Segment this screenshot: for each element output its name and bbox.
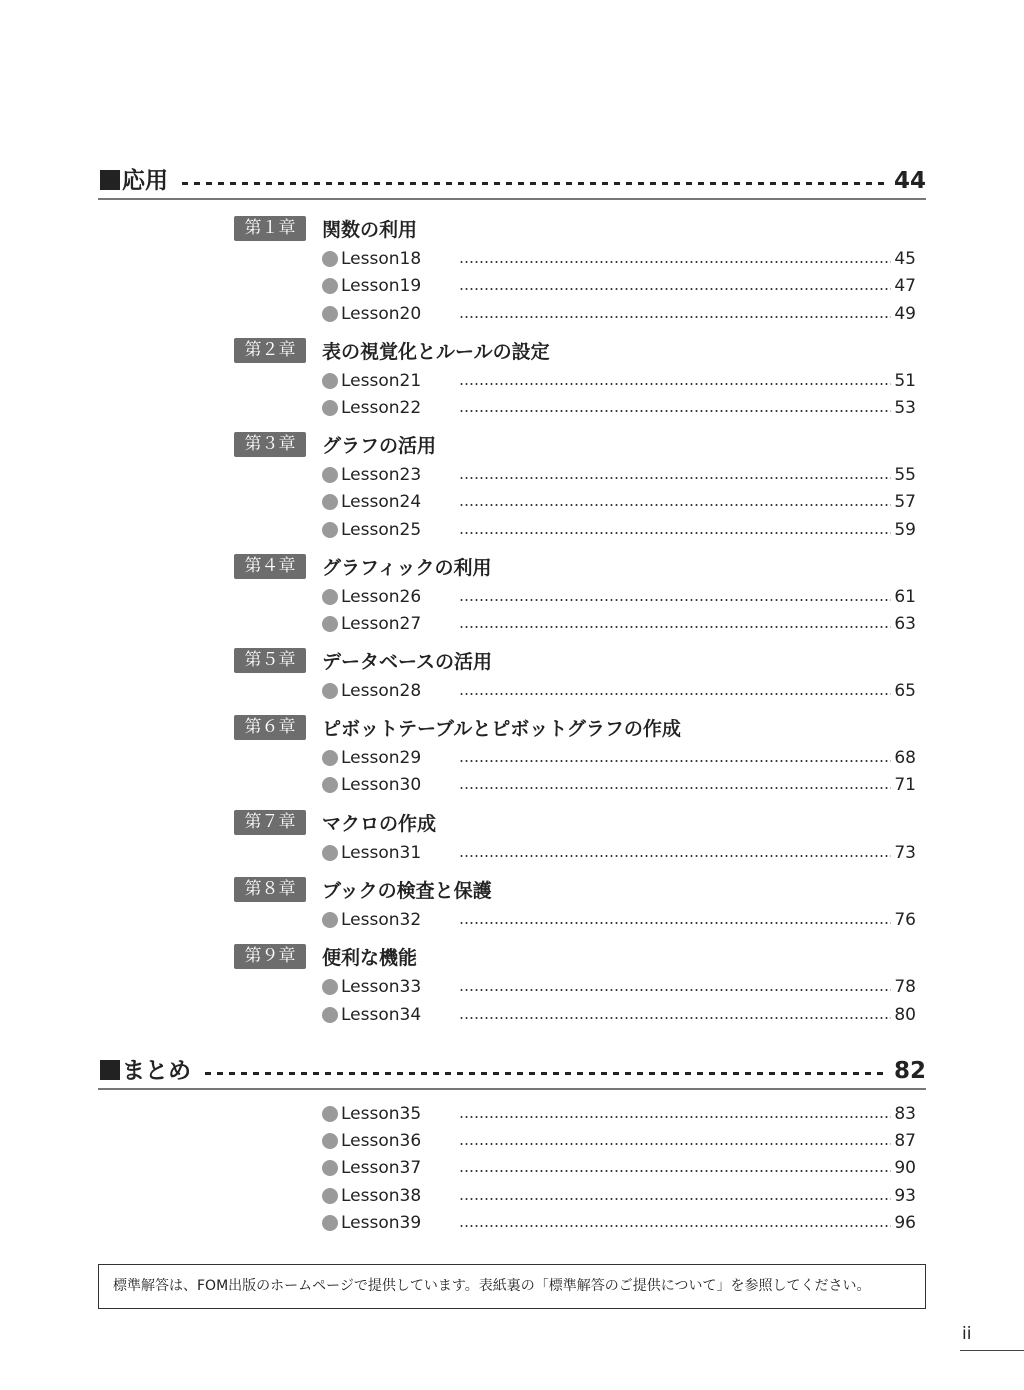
page-number: ii <box>962 1324 972 1344</box>
circle-bullet-icon <box>322 1188 338 1204</box>
lesson-name: Lesson35 <box>341 1104 422 1124</box>
chapter-6[interactable] <box>234 714 681 740</box>
circle-bullet-icon <box>322 777 338 793</box>
section-title: 応用 <box>122 168 168 194</box>
lesson-page: 71 <box>894 775 916 795</box>
chapter-title: 便利な機能 <box>322 946 418 969</box>
section-header-summary <box>98 1056 926 1090</box>
toc-entry[interactable] <box>322 1184 916 1208</box>
toc-entry[interactable] <box>322 247 916 271</box>
lesson-name: Lesson21 <box>341 371 422 391</box>
lesson-page: 73 <box>894 843 916 863</box>
chapter-badge: 第７章 <box>234 810 306 835</box>
dot-leader <box>459 316 891 318</box>
chapter-7[interactable] <box>234 809 436 835</box>
lesson-name: Lesson18 <box>341 249 422 269</box>
chapter-title: マクロの作成 <box>322 812 437 835</box>
dot-leader <box>459 787 891 789</box>
circle-bullet-icon <box>322 1106 338 1122</box>
chapter-8[interactable] <box>234 876 492 902</box>
circle-bullet-icon <box>322 494 338 510</box>
circle-bullet-icon <box>322 1215 338 1231</box>
dot-leader <box>459 989 891 991</box>
lesson-page: 53 <box>894 398 916 418</box>
lesson-page: 87 <box>894 1131 916 1151</box>
dashed-leader <box>182 182 888 185</box>
lesson-page: 83 <box>894 1104 916 1124</box>
circle-bullet-icon <box>322 683 338 699</box>
chapter-title: グラフィックの利用 <box>322 556 492 579</box>
toc-entry[interactable] <box>322 773 916 797</box>
toc-entry[interactable] <box>322 975 916 999</box>
dot-leader <box>459 760 891 762</box>
dot-leader <box>459 922 891 924</box>
toc-entry[interactable] <box>322 274 916 298</box>
lesson-name: Lesson32 <box>341 910 422 930</box>
circle-bullet-icon <box>322 400 338 416</box>
dot-leader <box>459 599 891 601</box>
chapter-title: データベースの活用 <box>322 650 493 673</box>
dot-leader <box>459 1017 891 1019</box>
toc-entry[interactable] <box>322 908 916 932</box>
toc-entry[interactable] <box>322 369 916 393</box>
section-header-application <box>98 166 926 200</box>
circle-bullet-icon <box>322 616 338 632</box>
dot-leader <box>459 693 891 695</box>
lesson-name: Lesson26 <box>341 587 422 607</box>
dot-leader <box>459 504 891 506</box>
lesson-page: 68 <box>894 748 916 768</box>
chapter-1[interactable] <box>234 215 417 241</box>
dot-leader <box>459 261 891 263</box>
chapter-title: 表の視覚化とルールの設定 <box>322 340 550 363</box>
chapter-title: 関数の利用 <box>322 218 418 241</box>
dot-leader <box>459 1198 891 1200</box>
section-page: 82 <box>893 1058 926 1084</box>
chapter-5[interactable] <box>234 647 492 673</box>
toc-entry[interactable] <box>322 518 916 542</box>
dot-leader <box>459 532 891 534</box>
square-bullet-icon <box>100 170 120 190</box>
lesson-page: 57 <box>894 492 916 512</box>
page-folio <box>960 1324 1024 1351</box>
chapter-title: ピボットテーブルとピボットグラフの作成 <box>322 717 681 740</box>
toc-entry[interactable] <box>322 612 916 636</box>
dashed-leader <box>205 1072 888 1075</box>
toc-entry[interactable] <box>322 746 916 770</box>
toc-entry[interactable] <box>322 841 916 865</box>
toc-entry[interactable] <box>322 1003 916 1027</box>
lesson-name: Lesson19 <box>341 276 422 296</box>
lesson-page: 51 <box>894 371 916 391</box>
section-title: まとめ <box>122 1058 191 1084</box>
circle-bullet-icon <box>322 979 338 995</box>
toc-entry[interactable] <box>322 1102 916 1126</box>
lesson-page: 65 <box>894 681 916 701</box>
chapter-4[interactable] <box>234 553 491 579</box>
toc-entry[interactable] <box>322 490 916 514</box>
chapter-3[interactable] <box>234 431 436 457</box>
lesson-name: Lesson37 <box>341 1158 422 1178</box>
lesson-page: 78 <box>894 977 916 997</box>
dot-leader <box>459 288 891 290</box>
chapter-2[interactable] <box>234 337 550 363</box>
lesson-name: Lesson28 <box>341 681 422 701</box>
circle-bullet-icon <box>322 278 338 294</box>
toc-entry[interactable] <box>322 463 916 487</box>
lesson-page: 47 <box>894 276 916 296</box>
circle-bullet-icon <box>322 306 338 322</box>
circle-bullet-icon <box>322 251 338 267</box>
chapter-badge: 第８章 <box>234 877 306 902</box>
circle-bullet-icon <box>322 912 338 928</box>
dot-leader <box>459 383 891 385</box>
dot-leader <box>459 477 891 479</box>
toc-entry[interactable] <box>322 679 916 703</box>
toc-entry[interactable] <box>322 396 916 420</box>
chapter-badge: 第４章 <box>234 554 306 579</box>
toc-entry[interactable] <box>322 1156 916 1180</box>
chapter-badge: 第１章 <box>234 216 306 241</box>
toc-entry[interactable] <box>322 1211 916 1235</box>
lesson-name: Lesson33 <box>341 977 422 997</box>
lesson-name: Lesson38 <box>341 1186 422 1206</box>
circle-bullet-icon <box>322 1007 338 1023</box>
lesson-page: 90 <box>894 1158 916 1178</box>
answer-note-box: 標準解答は、FOM出版のホームページで提供しています。表紙裏の「標準解答のご提供について」を参照してください。 <box>98 1264 926 1309</box>
lesson-name: Lesson34 <box>341 1005 422 1025</box>
dot-leader <box>459 855 891 857</box>
chapter-badge: 第９章 <box>234 944 306 969</box>
dot-leader <box>459 1170 891 1172</box>
lesson-name: Lesson20 <box>341 304 422 324</box>
square-bullet-icon <box>100 1060 120 1080</box>
lesson-name: Lesson39 <box>341 1213 422 1233</box>
toc-entry[interactable] <box>322 1129 916 1153</box>
chapter-badge: 第２章 <box>234 338 306 363</box>
toc-entry[interactable] <box>322 302 916 326</box>
lesson-name: Lesson31 <box>341 843 422 863</box>
lesson-name: Lesson22 <box>341 398 422 418</box>
lesson-name: Lesson27 <box>341 614 422 634</box>
dot-leader <box>459 1225 891 1227</box>
lesson-page: 63 <box>894 614 916 634</box>
dot-leader <box>459 1116 891 1118</box>
lesson-page: 45 <box>894 249 916 269</box>
lesson-page: 59 <box>894 520 916 540</box>
circle-bullet-icon <box>322 845 338 861</box>
circle-bullet-icon <box>322 522 338 538</box>
lesson-name: Lesson25 <box>341 520 422 540</box>
chapter-badge: 第５章 <box>234 648 306 673</box>
circle-bullet-icon <box>322 1133 338 1149</box>
chapter-title: ブックの検査と保護 <box>322 879 492 902</box>
dot-leader <box>459 1143 891 1145</box>
circle-bullet-icon <box>322 467 338 483</box>
lesson-page: 55 <box>894 465 916 485</box>
circle-bullet-icon <box>322 750 338 766</box>
dot-leader <box>459 626 891 628</box>
chapter-badge: 第３章 <box>234 432 306 457</box>
lesson-page: 76 <box>894 910 916 930</box>
lesson-page: 93 <box>894 1186 916 1206</box>
lesson-name: Lesson24 <box>341 492 422 512</box>
chapter-badge: 第６章 <box>234 715 306 740</box>
lesson-name: Lesson23 <box>341 465 422 485</box>
chapter-title: グラフの活用 <box>322 434 437 457</box>
circle-bullet-icon <box>322 373 338 389</box>
chapter-9[interactable] <box>234 943 417 969</box>
lesson-name: Lesson30 <box>341 775 422 795</box>
section-page: 44 <box>893 168 926 194</box>
circle-bullet-icon <box>322 589 338 605</box>
lesson-name: Lesson36 <box>341 1131 422 1151</box>
dot-leader <box>459 410 891 412</box>
lesson-page: 96 <box>894 1213 916 1233</box>
circle-bullet-icon <box>322 1160 338 1176</box>
lesson-page: 80 <box>894 1005 916 1025</box>
lesson-page: 49 <box>894 304 916 324</box>
toc-entry[interactable] <box>322 585 916 609</box>
lesson-page: 61 <box>894 587 916 607</box>
lesson-name: Lesson29 <box>341 748 422 768</box>
